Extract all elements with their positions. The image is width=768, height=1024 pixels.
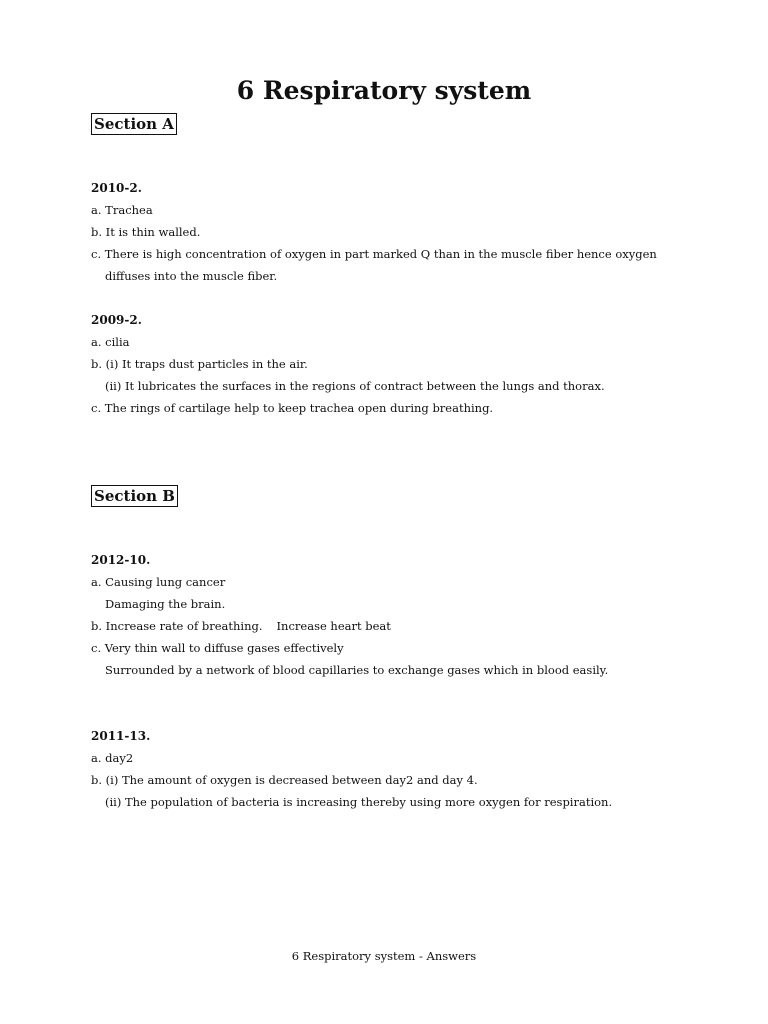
question-heading: 2011-13. — [91, 729, 151, 743]
answer-b-ii: (ii) The population of bacteria is increasing thereby using more oxygen for respiration. — [105, 795, 613, 809]
answer-a: a. day2 — [91, 751, 134, 765]
question-2012-10 — [91, 549, 691, 681]
question-heading: 2010-2. — [91, 181, 142, 195]
answer-c-continued: diffuses into the muscle fiber. — [105, 269, 278, 283]
answer-b — [91, 615, 691, 637]
answer-c: c. Very thin wall to diffuse gases effectively — [91, 641, 344, 655]
section-a-label: Section A — [91, 113, 177, 135]
answer-b: b. It is thin walled. — [91, 225, 201, 239]
answer-c: c. There is high concentration of oxygen in part marked Q than in the muscle fiber hence oxygen — [91, 247, 657, 261]
answer-b-part-1: b. Increase rate of breathing. — [91, 619, 263, 633]
answer-b-part-2: Increase heart beat — [276, 619, 391, 633]
answer-a: a. cilia — [91, 335, 130, 349]
question-2011-13 — [91, 725, 691, 813]
answer-c-continued: Surrounded by a network of blood capillaries to exchange gases which in blood easily. — [105, 663, 609, 677]
answer-a: a. Trachea — [91, 203, 153, 217]
answer-c: c. The rings of cartilage help to keep trachea open during breathing. — [91, 401, 494, 415]
section-b-label: Section B — [91, 485, 178, 507]
answer-a-continued: Damaging the brain. — [105, 597, 226, 611]
question-heading: 2012-10. — [91, 553, 151, 567]
question-2009-2 — [91, 309, 691, 419]
question-heading: 2009-2. — [91, 313, 142, 327]
answer-b-i: b. (i) The amount of oxygen is decreased between day2 and day 4. — [91, 773, 478, 787]
answer-b-ii: (ii) It lubricates the surfaces in the regions of contract between the lungs and thorax. — [105, 379, 605, 393]
answer-b-i: b. (i) It traps dust particles in the air. — [91, 357, 308, 371]
question-2010-2 — [91, 177, 691, 287]
page-title: 6 Respiratory system — [236, 76, 532, 105]
page-footer: 6 Respiratory system - Answers — [291, 949, 477, 963]
answer-a: a. Causing lung cancer — [91, 575, 226, 589]
